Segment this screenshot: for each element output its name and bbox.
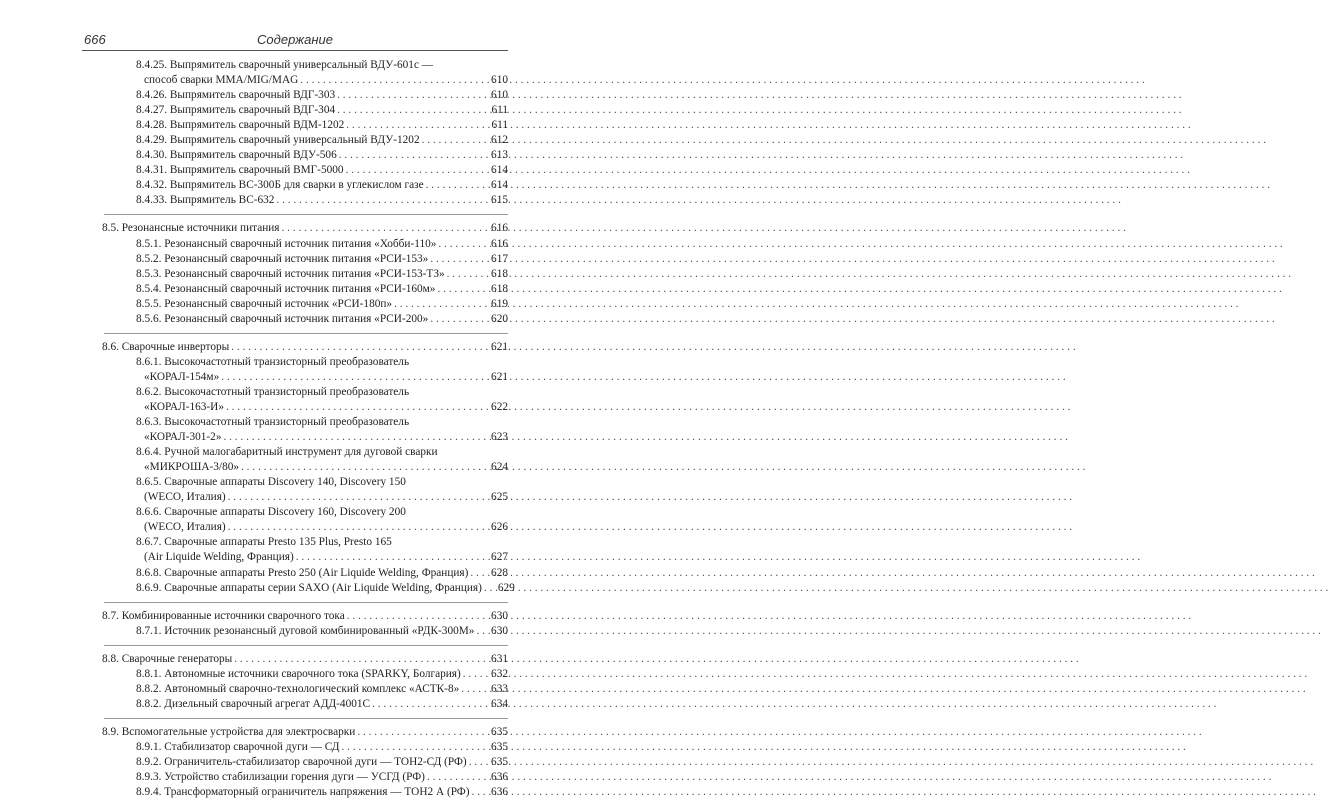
toc-subsection-entry[interactable] bbox=[82, 297, 508, 312]
table-of-contents bbox=[82, 58, 515, 800]
toc-section-entry[interactable] bbox=[82, 609, 508, 624]
toc-page-number: 621 bbox=[491, 340, 508, 353]
toc-subsection-entry[interactable] bbox=[82, 490, 508, 505]
toc-page-number: 629 bbox=[497, 581, 515, 594]
dot-leader bbox=[372, 697, 487, 712]
toc-subsection-entry[interactable] bbox=[82, 312, 508, 327]
toc-entry-title: 8.9.4. Трансформаторный ограничитель напряжения — ТОН2 А (РФ) bbox=[136, 786, 470, 799]
toc-subsection-entry[interactable] bbox=[82, 400, 508, 415]
toc-entry-title: 8.5.6. Резонансный сварочный источник питания «РСИ-200» bbox=[136, 312, 429, 325]
toc-subsection-entry[interactable] bbox=[82, 370, 508, 385]
toc-subsection-entry[interactable] bbox=[82, 415, 508, 430]
dot-leader bbox=[282, 221, 488, 236]
toc-entry-title: 8.6. Сварочные инверторы bbox=[102, 340, 230, 353]
toc-subsection-entry[interactable] bbox=[82, 103, 508, 118]
toc-page-number: 618 bbox=[491, 282, 508, 295]
toc-entry-title: 8.5. Резонансные источники питания bbox=[102, 222, 280, 235]
toc-subsection-entry[interactable] bbox=[82, 148, 508, 163]
toc-entry-title: 8.4.26. Выпрямитель сварочный ВДГ-303 bbox=[136, 89, 336, 102]
dot-leader bbox=[241, 460, 487, 475]
toc-page-number: 620 bbox=[491, 312, 508, 325]
dot-leader bbox=[472, 785, 488, 800]
toc-entry-title: «КОРАЛ-163-И» bbox=[144, 400, 224, 413]
toc-entry-title: 8.4.27. Выпрямитель сварочный ВДГ-304 bbox=[136, 104, 336, 117]
dot-leader bbox=[357, 725, 487, 740]
dot-leader bbox=[394, 297, 487, 312]
dot-leader bbox=[461, 682, 487, 697]
section-divider bbox=[104, 333, 508, 334]
toc-page-number: 622 bbox=[491, 400, 508, 413]
toc-subsection-entry[interactable] bbox=[82, 682, 508, 697]
toc-subsection-entry[interactable] bbox=[82, 237, 508, 252]
dot-leader bbox=[228, 490, 487, 505]
toc-subsection-entry[interactable] bbox=[82, 520, 508, 535]
section-divider bbox=[104, 718, 508, 719]
toc-subsection-entry[interactable] bbox=[82, 740, 508, 755]
toc-page-number: 634 bbox=[491, 697, 508, 710]
dot-leader bbox=[346, 118, 487, 133]
toc-entry-title: 8.8.1. Автономные источники сварочного тока (SPARKY, Болгария) bbox=[136, 667, 461, 680]
dot-leader bbox=[296, 550, 487, 565]
toc-subsection-entry[interactable] bbox=[82, 581, 515, 596]
toc-subsection-entry[interactable] bbox=[82, 178, 508, 193]
toc-entry-title: (Air Liquide Welding, Франция) bbox=[144, 551, 294, 564]
toc-entry-title: 8.5.1. Резонансный сварочный источник питания «Хобби-110» bbox=[136, 237, 437, 250]
dot-leader bbox=[437, 282, 487, 297]
section-divider bbox=[104, 214, 508, 215]
toc-subsection-entry[interactable] bbox=[82, 697, 508, 712]
dot-leader bbox=[276, 193, 487, 208]
toc-section-entry[interactable] bbox=[82, 725, 508, 740]
dot-leader bbox=[231, 340, 487, 355]
toc-entry-title: 8.5.5. Резонансный сварочный источник «РСИ-180п» bbox=[136, 297, 393, 310]
toc-page-number: 613 bbox=[491, 149, 508, 162]
toc-entry-title: 8.4.31. Выпрямитель сварочный ВМГ-5000 bbox=[136, 164, 344, 177]
toc-page-number: 623 bbox=[491, 431, 508, 444]
toc-entry-title: 8.9. Вспомогательные устройства для электросварки bbox=[102, 725, 356, 738]
toc-subsection-entry[interactable] bbox=[82, 445, 508, 460]
dot-leader bbox=[300, 73, 487, 88]
toc-entry-title: способ сварки MMA/MIG/MAG bbox=[144, 74, 299, 87]
toc-page-number: 616 bbox=[491, 222, 508, 235]
toc-entry-title: 8.5.2. Резонансный сварочный источник питания «РСИ-153» bbox=[136, 252, 429, 265]
toc-page-number: 611 bbox=[491, 119, 508, 132]
toc-subsection-entry[interactable] bbox=[82, 58, 508, 73]
toc-entry-title: 8.6.8. Сварочные аппараты Presto 250 (Air Liquide Welding, Франция) bbox=[136, 566, 469, 579]
dot-leader bbox=[228, 520, 487, 535]
toc-page-number: 628 bbox=[491, 566, 508, 579]
toc-page-number: 636 bbox=[491, 786, 508, 799]
toc-page-number: 614 bbox=[491, 179, 508, 192]
toc-page-number: 611 bbox=[491, 104, 508, 117]
dot-leader bbox=[337, 103, 487, 118]
toc-page-number: 635 bbox=[491, 725, 508, 738]
toc-subsection-entry[interactable] bbox=[82, 193, 508, 208]
toc-page-number: 621 bbox=[491, 370, 508, 383]
toc-page-number: 630 bbox=[491, 609, 508, 622]
toc-page-number: 635 bbox=[491, 740, 508, 753]
toc-entry-title: «КОРАЛ-154м» bbox=[144, 370, 220, 383]
toc-entry-title: «КОРАЛ-301-2» bbox=[144, 431, 222, 444]
section-divider bbox=[104, 645, 508, 646]
toc-subsection-entry[interactable] bbox=[82, 770, 508, 785]
toc-page-number: 624 bbox=[491, 461, 508, 474]
toc-subsection-entry[interactable] bbox=[82, 118, 508, 133]
toc-entry-title: 8.4.33. Выпрямитель ВС-632 bbox=[136, 194, 275, 207]
toc-page-number: 630 bbox=[491, 624, 508, 637]
toc-entry-title: 8.8.2. Автономный сварочно-технологический комплекс «АСТК-8» bbox=[136, 682, 460, 695]
toc-subsection-entry[interactable] bbox=[82, 755, 508, 770]
toc-subsection-entry[interactable] bbox=[82, 252, 508, 267]
toc-subsection-entry[interactable] bbox=[82, 460, 508, 475]
toc-section-entry[interactable] bbox=[82, 340, 508, 355]
toc-entry-title: 8.5.4. Резонансный сварочный источник питания «РСИ-160м» bbox=[136, 282, 436, 295]
toc-entry-title: 8.6.2. Высокочастотный транзисторный преобразователь bbox=[136, 385, 410, 398]
toc-subsection-entry[interactable] bbox=[82, 624, 508, 639]
toc-entry-title: 8.6.3. Высокочастотный транзисторный преобразователь bbox=[136, 416, 410, 429]
toc-page-number: 617 bbox=[491, 252, 508, 265]
toc-page-number: 616 bbox=[491, 237, 508, 250]
dot-leader bbox=[422, 133, 487, 148]
dot-leader bbox=[427, 770, 487, 785]
toc-page-number: 626 bbox=[491, 521, 508, 534]
dot-leader bbox=[341, 740, 487, 755]
dot-leader bbox=[234, 652, 487, 667]
dot-leader bbox=[463, 667, 487, 682]
dot-leader bbox=[426, 178, 487, 193]
toc-subsection-entry[interactable] bbox=[82, 566, 508, 581]
dot-leader bbox=[430, 312, 487, 327]
page-header bbox=[82, 28, 508, 51]
dot-leader bbox=[447, 267, 487, 282]
toc-entry-title: 8.9.2. Ограничитель-стабилизатор сварочной дуги — ТОН2-СД (РФ) bbox=[136, 755, 467, 768]
toc-page-number: 627 bbox=[491, 551, 508, 564]
toc-entry-title: 8.5.3. Резонансный сварочный источник питания «РСИ-153-ТЗ» bbox=[136, 267, 445, 280]
toc-page-number: 610 bbox=[491, 74, 508, 87]
toc-subsection-entry[interactable] bbox=[82, 282, 508, 297]
toc-section-entry[interactable] bbox=[82, 221, 508, 236]
toc-entry-title: «МИКРОША-3/80» bbox=[144, 461, 240, 474]
toc-subsection-entry[interactable] bbox=[82, 430, 508, 445]
dot-leader bbox=[430, 252, 487, 267]
toc-page-number: 610 bbox=[491, 89, 508, 102]
toc-subsection-entry[interactable] bbox=[82, 535, 508, 550]
toc-subsection-entry[interactable] bbox=[82, 355, 508, 370]
toc-entry-title: 8.6.9. Сварочные аппараты серии SAXO (Air Liquide Welding, Франция) bbox=[136, 581, 482, 594]
toc-entry-title: 8.8. Сварочные генераторы bbox=[102, 652, 233, 665]
dot-leader bbox=[484, 581, 494, 596]
dot-leader bbox=[346, 163, 488, 178]
section-divider bbox=[104, 602, 508, 603]
dot-leader bbox=[226, 400, 487, 415]
toc-page-number: 631 bbox=[491, 652, 508, 665]
dot-leader bbox=[221, 370, 487, 385]
toc-page-number: 618 bbox=[491, 267, 508, 280]
toc-entry-title: 8.6.6. Сварочные аппараты Discovery 160, Discovery 200 bbox=[136, 506, 406, 519]
toc-subsection-entry[interactable] bbox=[82, 667, 508, 682]
toc-page-number: 612 bbox=[491, 134, 508, 147]
toc-page-number: 614 bbox=[491, 164, 508, 177]
toc-subsection-entry[interactable] bbox=[82, 88, 508, 103]
toc-subsection-entry[interactable] bbox=[82, 385, 508, 400]
running-title: Содержание bbox=[257, 32, 333, 47]
toc-page-number: 619 bbox=[491, 297, 508, 310]
toc-page-number: 625 bbox=[491, 491, 508, 504]
toc-entry-title: (WECO, Италия) bbox=[144, 491, 226, 504]
dot-leader bbox=[339, 148, 487, 163]
toc-subsection-entry[interactable] bbox=[82, 133, 508, 148]
toc-entry-title: 8.8.2. Дизельный сварочный агрегат АДД-4001С bbox=[136, 697, 371, 710]
toc-subsection-entry[interactable] bbox=[82, 785, 508, 800]
toc-section-entry[interactable] bbox=[82, 652, 508, 667]
dot-leader bbox=[476, 624, 487, 639]
toc-entry-title: 8.6.1. Высокочастотный транзисторный преобразователь bbox=[136, 355, 410, 368]
toc-entry-title: (WECO, Италия) bbox=[144, 521, 226, 534]
dot-leader bbox=[223, 430, 487, 445]
toc-entry-title: 8.6.5. Сварочные аппараты Discovery 140, Discovery 150 bbox=[136, 476, 406, 489]
dot-leader bbox=[470, 566, 487, 581]
toc-entry-title: 8.4.30. Выпрямитель сварочный ВДУ-506 bbox=[136, 149, 337, 162]
toc-entry-title: 8.6.7. Сварочные аппараты Presto 135 Plus, Presto 165 bbox=[136, 536, 392, 549]
toc-entry-title: 8.4.25. Выпрямитель сварочный универсальный ВДУ-601с — bbox=[136, 59, 434, 71]
toc-page-number: 615 bbox=[491, 194, 508, 207]
toc-subsection-entry[interactable] bbox=[82, 163, 508, 178]
dot-leader bbox=[337, 88, 487, 103]
toc-page-number: 635 bbox=[491, 755, 508, 768]
toc-page-number: 633 bbox=[491, 682, 508, 695]
toc-subsection-entry[interactable] bbox=[82, 73, 508, 88]
toc-subsection-entry[interactable] bbox=[82, 267, 508, 282]
dot-leader bbox=[347, 609, 487, 624]
dot-leader bbox=[438, 237, 487, 252]
toc-subsection-entry[interactable] bbox=[82, 550, 508, 565]
toc-subsection-entry[interactable] bbox=[82, 505, 508, 520]
dot-leader bbox=[469, 755, 487, 770]
document-page bbox=[0, 0, 600, 799]
toc-entry-title: 8.4.28. Выпрямитель сварочный ВДМ-1202 bbox=[136, 119, 345, 132]
toc-entry-title: 8.7. Комбинированные источники сварочного тока bbox=[102, 609, 345, 622]
toc-page-number: 636 bbox=[491, 771, 508, 784]
toc-entry-title: 8.4.32. Выпрямитель ВС-300Б для сварки в углекислом газе bbox=[136, 179, 424, 192]
toc-entry-title: 8.9.3. Устройство стабилизации горения дуги — УСГД (РФ) bbox=[136, 771, 425, 784]
toc-entry-title: 8.4.29. Выпрямитель сварочный универсальный ВДУ-1202 bbox=[136, 134, 420, 147]
toc-subsection-entry[interactable] bbox=[82, 475, 508, 490]
toc-entry-title: 8.7.1. Источник резонансный дуговой комбинированный «РДК-300М» bbox=[136, 624, 475, 637]
toc-entry-title: 8.9.1. Стабилизатор сварочной дуги — СД bbox=[136, 740, 340, 753]
page-number: 666 bbox=[84, 32, 106, 47]
toc-entry-title: 8.6.4. Ручной малогабаритный инструмент для дуговой сварки bbox=[136, 446, 438, 459]
toc-page-number: 632 bbox=[491, 667, 508, 680]
